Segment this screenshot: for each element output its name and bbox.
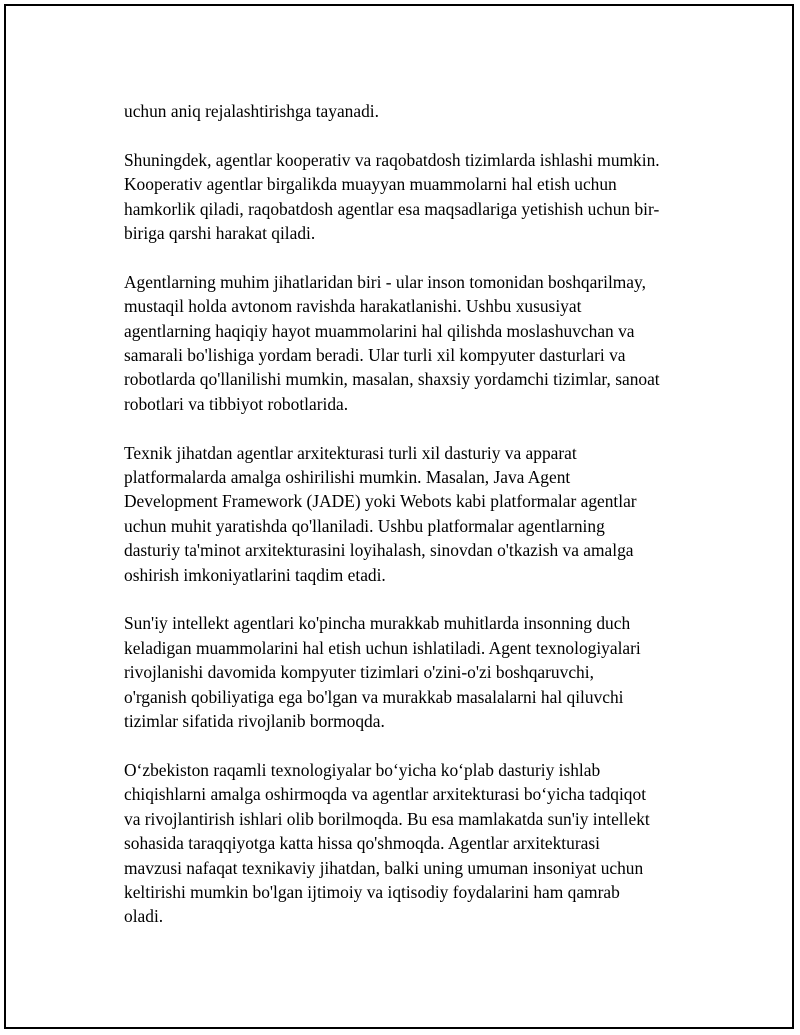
text-line: samarali bo'lishiga yordam beradi. Ular turli xil kompyuter dasturlari va — [124, 345, 626, 366]
document-body — [124, 99, 704, 953]
text-line: robotlari va tibbiyot robotlarida. — [124, 393, 349, 414]
text-line: keltirishi mumkin bo'lgan ijtimoiy va iqtisodiy foydalarini ham qamrab — [124, 881, 620, 902]
text-line: tizimlar sifatida rivojlanib bormoqda. — [124, 711, 385, 732]
text-line: oshirish imkoniyatlarini taqdim etadi. — [124, 564, 386, 585]
paragraph — [124, 270, 704, 416]
text-line: uchun muhit yaratishda qo'llaniladi. Ushbu platformalar agentlarning — [124, 515, 605, 536]
text-line: o'rganish qobiliyatiga ega bo'lgan va murakkab masalalarni hal qiluvchi — [124, 686, 624, 707]
paragraph — [124, 148, 704, 246]
paragraph — [124, 758, 704, 929]
text-line: Development Framework (JADE) yoki Webots kabi platformalar agentlar — [124, 491, 637, 512]
text-line: uchun aniq rejalashtirishga tayanadi. — [124, 101, 379, 121]
paragraph — [124, 441, 704, 587]
text-line: mavzusi nafaqat texnikaviy jihatdan, balki uning umuman insoniyat uchun — [124, 857, 644, 878]
text-line: agentlarning haqiqiy hayot muammolarini hal qilishda moslashuvchan va — [124, 320, 635, 341]
text-line: biriga qarshi harakat qiladi. — [124, 223, 316, 244]
text-line: Kooperativ agentlar birgalikda muayyan muammolarni hal etish uchun — [124, 174, 617, 195]
text-line: robotlarda qo'llanilishi mumkin, masalan, shaxsiy yordamchi tizimlar, sanoat — [124, 369, 660, 390]
text-line: mustaqil holda avtonom ravishda harakatlanishi. Ushbu xususiyat — [124, 296, 582, 317]
text-line: O‘zbekiston raqamli texnologiyalar bo‘yicha ko‘plab dasturiy ishlab — [124, 759, 601, 780]
text-line: Texnik jihatdan agentlar arxitekturasi turli xil dasturiy va apparat — [124, 442, 577, 463]
text-line: rivojlanishi davomida kompyuter tizimlari o'zini-o'zi boshqaruvchi, — [124, 662, 594, 683]
text-line: Agentlarning muhim jihatlaridan biri - ular inson tomonidan boshqarilmay, — [124, 271, 646, 292]
paragraph — [124, 99, 704, 123]
text-line: dasturiy ta'minot arxitekturasini loyihalash, sinovdan o'tkazish va amalga — [124, 540, 634, 561]
text-line: platformalarda amalga oshirilishi mumkin. Masalan, Java Agent — [124, 467, 571, 488]
text-line: oladi. — [124, 906, 164, 927]
page-frame — [4, 4, 794, 1029]
text-line: keladigan muammolarini hal etish uchun ishlatiladi. Agent texnologiyalari — [124, 637, 641, 658]
text-line: chiqishlarni amalga oshirmoqda va agentlar arxitekturasi bo‘yicha tadqiqot — [124, 784, 647, 805]
text-line: Shuningdek, agentlar kooperativ va raqobatdosh tizimlarda ishlashi mumkin. — [124, 149, 660, 170]
text-line: sohasida taraqqiyotga katta hissa qo'shmoqda. Agentlar arxitekturasi — [124, 833, 600, 854]
text-line: Sun'iy intellekt agentlari ko'pincha murakkab muhitlarda insonning duch — [124, 613, 631, 634]
text-line: va rivojlantirish ishlari olib borilmoqda. Bu esa mamlakatda sun'iy intellekt — [124, 808, 650, 829]
paragraph — [124, 611, 704, 733]
text-line: hamkorlik qiladi, raqobatdosh agentlar esa maqsadlariga yetishish uchun bir- — [124, 198, 660, 219]
